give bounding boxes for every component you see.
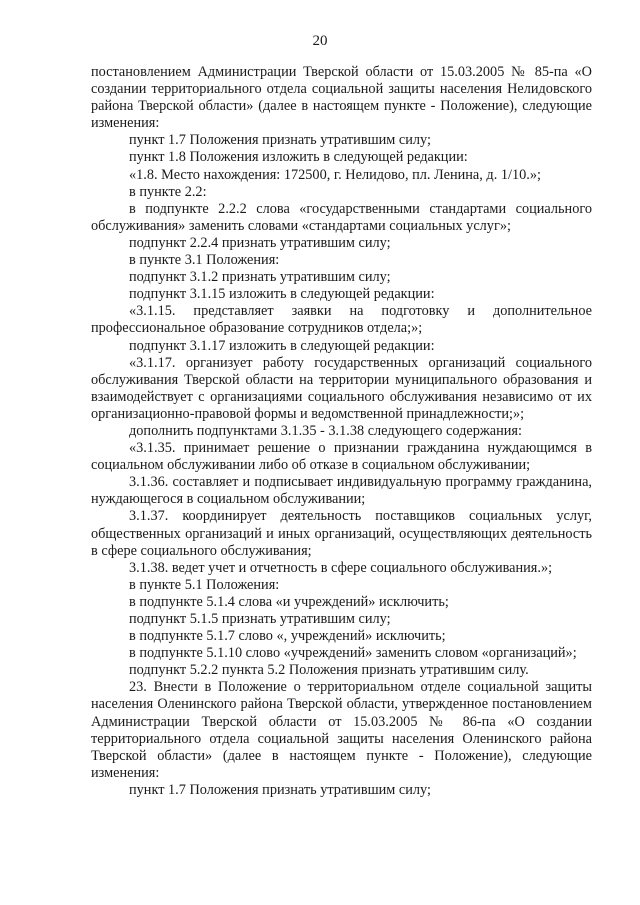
paragraph: «3.1.17. организует работу государственных организаций социального обслуживания Тверской области на территории муниципального образования и взаимодействует с организациями социального обслуживания независимо от их организационно-правовой формы и ведомственной принадлежности;»; (91, 354, 592, 422)
paragraph: подпункт 2.2.4 признать утратившим силу; (129, 234, 391, 251)
paragraph: в подпункте 2.2.2 слова «государственными стандартами социального обслуживания» заменить словами «стандартами социальных услуг»; (91, 200, 592, 234)
paragraph-intro: постановлением Администрации Тверской области от 15.03.2005 № 85-па «О создании территориального отдела социальной защиты населения Нелидовского района Тверской области» (далее в настоящем пункте - Положение), следующие изменения: (91, 64, 592, 132)
paragraph: в подпункте 5.1.4 слова «и учреждений» исключить; (129, 593, 449, 610)
paragraph: «3.1.35. принимает решение о признании гражданина нуждающимся в социальном обслуживании либо об отказе в социальном обслуживании; (91, 440, 592, 474)
paragraph: пункт 1.7 Положения признать утратившим силу; (129, 781, 431, 798)
document-body (91, 64, 592, 799)
paragraph: 3.1.37. координирует деятельность поставщиков социальных услуг, общественных организаций и иных организаций, осуществляющих деятельность в сфере социального обслуживания; (91, 508, 592, 559)
paragraph: «1.8. Место нахождения: 172500, г. Нелидово, пл. Ленина, д. 1/10.»; (129, 166, 541, 183)
paragraph: в пункте 3.1 Положения: (129, 252, 280, 269)
paragraph: 3.1.38. ведет учет и отчетность в сфере социального обслуживания.»; (129, 559, 553, 576)
paragraph: в пункте 5.1 Положения: (129, 576, 280, 593)
paragraph: дополнить подпунктами 3.1.35 - 3.1.38 следующего содержания: (129, 422, 522, 439)
paragraph-item-23: 23. Внести в Положение о территориальном отделе социальной защиты населения Оленинского района Тверской области, утвержденное постановлением Администрации Тверской области от 15.03.2005 № 86-па «О создании территориального отдела социальной защиты населения Оленинского района Тверской области» (далее в настоящем пункте - Положение), следующие изменения: (91, 679, 592, 781)
paragraph: подпункт 3.1.17 изложить в следующей редакции: (129, 337, 435, 354)
paragraph: в подпункте 5.1.10 слово «учреждений» заменить словом «организаций»; (129, 645, 577, 662)
paragraph: подпункт 5.2.2 пункта 5.2 Положения признать утратившим силу. (129, 662, 529, 679)
paragraph: подпункт 3.1.15 изложить в следующей редакции: (129, 286, 435, 303)
paragraph: в пункте 2.2: (129, 183, 207, 200)
paragraph: подпункт 5.1.5 признать утратившим силу; (129, 611, 391, 627)
paragraph: «3.1.15. представляет заявки на подготовку и дополнительное профессиональное образование сотрудников отдела;»; (91, 303, 592, 337)
paragraph: 3.1.36. составляет и подписывает индивидуальную программу гражданина, нуждающегося в социальном обслуживании; (91, 474, 592, 508)
page-number: 20 (312, 33, 328, 49)
paragraph: в подпункте 5.1.7 слово «, учреждений» исключить; (129, 628, 446, 645)
paragraph: пункт 1.7 Положения признать утратившим силу; (129, 132, 431, 149)
paragraph: подпункт 3.1.2 признать утратившим силу; (129, 269, 391, 286)
paragraph: пункт 1.8 Положения изложить в следующей редакции: (129, 149, 468, 166)
